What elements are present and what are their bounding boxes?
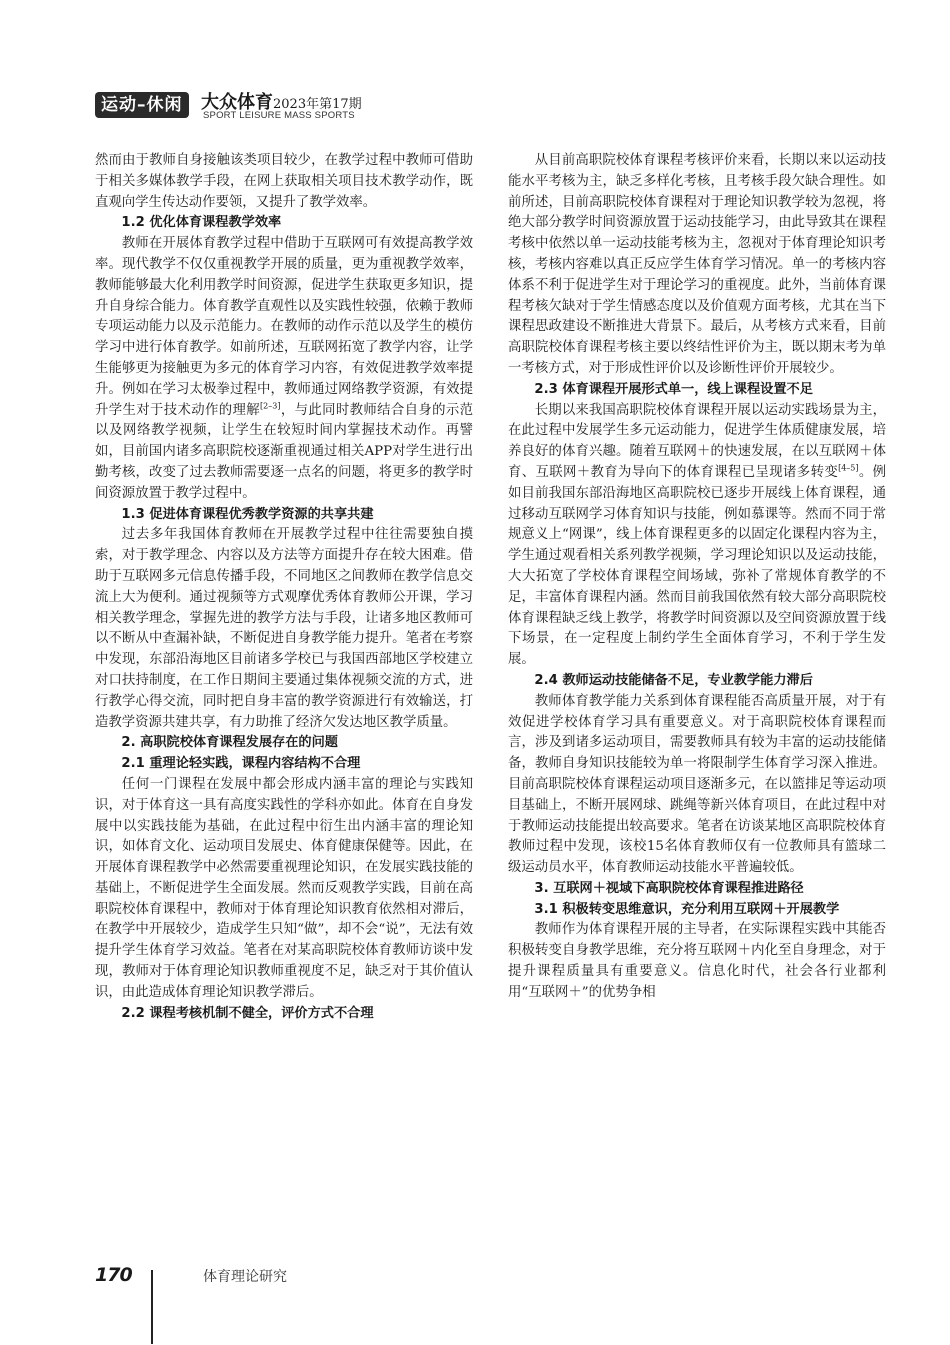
right-column [508,151,886,1004]
page-header [95,88,395,128]
body-paragraph: 从目前高职院校体育课程考核评价来看，长期以来以运动技能水平考核为主，缺乏多样化考核，且考核手段欠缺合理性。如前所述，目前高职院校体育课程对于理论知识教学较为忽视，将绝大部分教学时间资源放置于运动技能学习，由此导致其在课程考核中依然以单一运动技能考核为主，忽视对于体育理论知识考核，考核内容难以真正反应学生体育学习情况。单一的考核内容体系不利于促进学生对于理论学习的重视度。此外，当前体育课程考核欠缺对于学生情感态度以及价值观方面考核，尤其在当下课程思政建设不断推进大背景下。最后，从考核方式来看，目前高职院校体育课程考核主要以终结性评价为主，既以期末考为单一考核方式，对于形成性评价以及诊断性评价开展较少。 [508,153,886,376]
body-paragraph: 任何一门课程在发展中都会形成内涵丰富的理论与实践知识，对于体育这一具有高度实践性的学科亦如此。体育在自身发展中以实践技能为基础，在此过程中衍生出内涵丰富的理论知识，如体育文化、运动项目发展史、体育健康保健等。因此，在开展体育课程教学中必然需要重视理论知识，在发展实践技能的基础上，不断促进学生全面发展。然而反观教学实践，目前在高职院校体育课程中，教师对于体育理论知识教育依然相对滞后，在教学中开展较少，造成学生只知“做”，却不会“说”，无法有效提升学生体育学习效益。笔者在对某高职院校体育教师访谈中发现，教师对于体育理论知识教师重视度不足，缺乏对于其价值认识，由此造成体育理论知识教学滞后。 [95,776,473,1000]
section-heading: 2.4 教师运动技能储备不足，专业教学能力滞后 [534,672,813,688]
citation-ref: [4–5] [838,463,859,473]
section-heading: 2.2 课程考核机制不健全，评价方式不合理 [121,1005,374,1021]
body-paragraph: 过去多年我国体育教师在开展教学过程中往往需要独自摸索，对于教学理念、内容以及方法等方面提升存在较大困难。借助于互联网多元信息传播手段，不同地区之间教师在教学信息交流上大为便利。通过视频等方式观摩优秀体育教师公开课，学习相关教学理念，掌握先进的教学方法与手段，让诸多地区教师可以不断从中查漏补缺，不断促进自身教学能力提升。笔者在考察中发现，东部沿海地区目前诸多学校已与我国西部地区学校建立对口扶持制度，在工作日期间主要通过集体视频交流的方式，进行教学心得交流，同时把自身丰富的教学资源进行有效输送，打造教学资源共建共享，有力助推了经济欠发达地区教学质量。 [95,527,473,730]
footer-column-name: 体育理论研究 [203,1269,287,1285]
footer-divider [151,1270,153,1344]
paragraph-text: ，与此同时教师结合自身的示范以及网络教学视频，让学生在较短时间内掌握技术动作。再譬如，目前国内诸多高职院校逐渐重视通过相关APP对学生进行出勤考核，改变了过去教师需要逐一点名的问题，将更多的教学时间资源放置于教学过程中。 [95,402,474,501]
section-heading: 3.1 积极转变思维意识，充分利用互联网＋开展教学 [534,901,840,917]
body-paragraph [95,234,473,504]
section-heading: 2.3 体育课程开展形式单一，线上课程设置不足 [534,381,813,397]
page-footer [95,1262,495,1342]
paragraph-text: 长期以来我国高职院校体育课程开展以运动实践场景为主，在此过程中发展学生多元运动能力，促进学生体质健康发展，培养良好的体育兴趣。随着互联网＋的快速发展，在以互联网＋体育、互联网＋教育为导向下的体育课程已呈现诸多转变 [508,402,886,480]
section-badge: 运动–休闲 [95,92,189,118]
body-paragraph: 教师作为体育课程开展的主导者，在实际课程实践中其能否积极转变自身教学思维，充分将互联网＋内化至自身理念，对于提升课程质量具有重要意义。信息化时代，社会各行业都利用“互联网＋”的优势争相 [508,922,886,1000]
section-heading: 1.2 优化体育课程教学效率 [121,215,282,231]
section-heading: 2. 高职院校体育课程发展存在的问题 [121,735,338,751]
body-paragraph: 然而由于教师自身接触该类项目较少，在教学过程中教师可借助于相关多媒体教学手段，在网上获取相关项目技术教学动作，既直观向学生传达动作要领，又提升了教学效率。 [95,153,473,210]
page-number: 170 [95,1264,132,1286]
section-heading: 3. 互联网＋视域下高职院校体育课程推进路径 [534,880,804,896]
body-paragraph [508,401,886,671]
section-heading: 1.3 促进体育课程优秀教学资源的共享共建 [121,506,374,522]
section-heading: 2.1 重理论轻实践，课程内容结构不合理 [121,756,361,772]
paragraph-text: 教师在开展体育教学过程中借助于互联网可有效提高教学效率。现代教学不仅仅重视教学开展的质量，更为重视教学效率，教师能够最大化利用教学时间资源，促进学生获取更多知识，提升自身综合能力。体育教学直观性以及实践性较强，依赖于教师专项运动能力以及示范能力。在教师的动作示范以及学生的模仿学习中进行体育教学。如前所述，互联网拓宽了教学内容，让学生能够更为接触更为多元的体育学习内容，有效促进教学效率提升。例如在学习太极拳过程中，教师通过网络教学资源，有效提升学生对于技术动作的理解 [95,236,473,418]
magazine-subtitle: SPORT LEISURE MASS SPORTS [203,110,355,121]
magazine-name: 大众体育 [201,92,273,113]
body-paragraph: 教师体育教学能力关系到体育课程能否高质量开展，对于有效促进学校体育学习具有重要意义。对于高职院校体育课程而言，涉及到诸多运动项目，需要教师具有较为丰富的运动技能储备，教师自身知识技能较为单一将限制学生体育学习深入推进。目前高职院校体育课程运动项目逐渐多元，在以篮排足等运动项目基础上，不断开展网球、跳绳等新兴体育项目，在此过程中对于教师运动技能提出较高要求。笔者在访谈某地区高职院校体育教师过程中发现，该校15名体育教师仅有一位教师具有篮球二级运动员水平，体育教师运动技能水平普遍较低。 [508,693,886,876]
left-column [95,151,473,1024]
citation-ref: [2–3] [260,401,281,411]
issue-label: 2023年第17期 [273,97,362,112]
paragraph-text: 。例如目前我国东部沿海地区高职院校已逐步开展线上体育课程，通过移动互联网学习体育知识与技能，例如慕课等。然而不同于常规意义上“网课”，线上体育课程更多的以固定化课程内容为主，学生通过观看相关系列教学视频，学习理论知识以及运动技能，大大拓宽了学校体育课程空间场域，弥补了常规体育教学的不足，丰富体育课程内涵。然而目前我国依然有较大部分高职院校体育课程缺乏线上教学，将教学时间资源以及空间资源放置于线下场景，在一定程度上制约学生全面体育学习，不利于学生发展。 [508,464,887,668]
